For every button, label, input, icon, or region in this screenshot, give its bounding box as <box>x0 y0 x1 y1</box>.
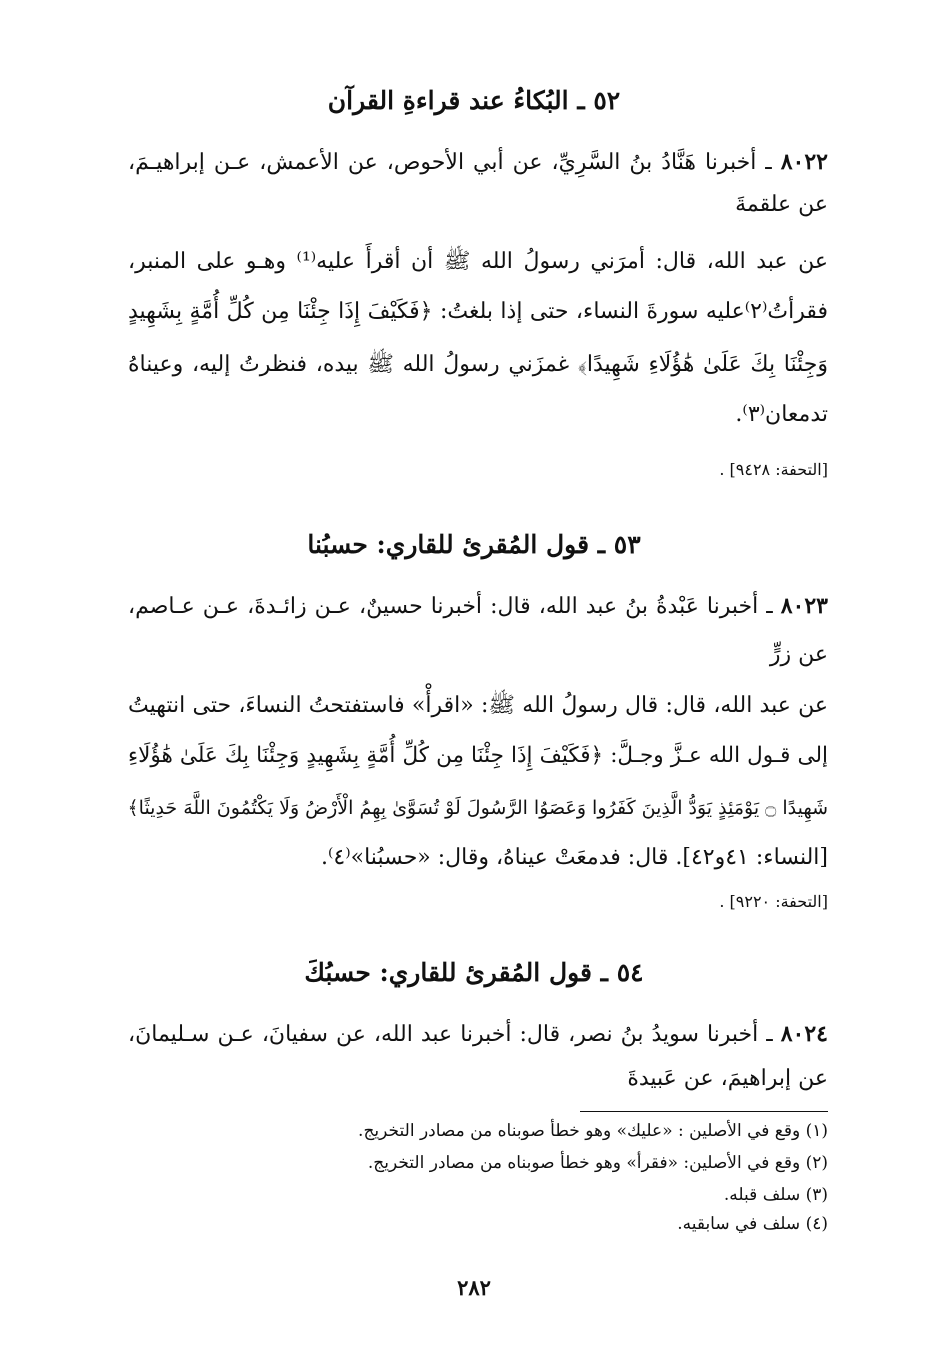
footnote-separator <box>580 1111 828 1112</box>
hadith-8022-body-line-1: عن عبد الله، قال: أمرَني رسولُ الله ﷺ أن أقرأَ عليه⁽¹⁾ وهـو على المنبر، <box>128 249 828 274</box>
hadith-8023-body-line-1: عن عبد الله، قال: قال رسولُ الله ﷺ: «اقرأْ» فاستفتحتُ النساءَ، حتى انتهيتُ <box>128 693 828 718</box>
tuhfa-reference: [التحفة: ٩٤٢٨] . <box>719 460 828 479</box>
hadith-number: ٨٠٢٤ <box>780 1021 828 1047</box>
hadith-8023-body-line-3: شَهِيدًا ۝ يَوْمَئِذٍ يَوَدُّ الَّذِينَ كَفَرُوا وَعَصَوُا الرَّسُولَ لَوْ تُسَوَّىٰ بِهِمُ الْأَرْضُ وَلَا يَكْتُمُونَ اللَّهَ حَدِيثًا﴾ <box>127 797 828 819</box>
hadith-number: ٨٠٢٢ <box>780 149 828 175</box>
page-number: ٢٨٢ <box>457 1275 491 1300</box>
hadith-8023-isnad-line-1: ٨٠٢٣ ـ أخبرنا عَبْدةُ بنُ عبد الله، قال: أخبرنا حسينٌ، عـن زائـدةَ، عـن عـاصم، <box>128 593 828 619</box>
footnote-3: (٣) سلف قبله. <box>723 1185 828 1205</box>
hadith-number: ٨٠٢٣ <box>780 593 828 619</box>
hadith-8023-isnad-line-2: عن زرٍّ <box>769 642 828 667</box>
footnote-1: (١) وقع في الأصلين : «عليك» وهو خطأ صوبناه من مصادر التخريج. <box>358 1121 828 1141</box>
hadith-8024-isnad-line-2: عن إبراهيمَ، عن عَبيدةَ <box>627 1066 828 1091</box>
footnote-4: (٤) سلف في سابقيه. <box>677 1214 828 1234</box>
hadith-8023-body-line-4: [النساء: ٤١و٤٢]. قال: فدمعَتْ عيناهُ، وقال: «حسبُنا»⁽٤⁾. <box>321 845 828 870</box>
section-heading-52: ٥٢ ـ البُكاءُ عند قراءةِ القرآن <box>327 86 621 115</box>
hadith-8024-isnad-line-1: ٨٠٢٤ ـ أخبرنا سويدُ بنُ نصر، قال: أخبرنا عبد الله، عن سفيانَ، عـن سـليمانَ، <box>128 1021 828 1047</box>
hadith-8022-body-line-3: وَجِئْنَا بِكَ عَلَىٰ هَٰؤُلَاءِ شَهِيدًا﴾ غمزَني رسولُ الله ﷺ بيده، فنظرتُ إليه، وعيناهُ <box>128 352 828 377</box>
section-heading-53: ٥٣ ـ قول المُقرئ للقاري: حسبُنا <box>307 530 641 559</box>
tuhfa-reference: [التحفة: ٩٢٢٠] . <box>719 892 828 911</box>
hadith-8022-isnad-line-2: عن علقمةَ <box>735 192 828 217</box>
hadith-8022-body-line-4: تدمعان⁽٣⁾. <box>735 402 828 427</box>
section-heading-54: ٥٤ ـ قول المُقرئ للقاري: حسبُكَ <box>304 958 644 987</box>
hadith-8022-body-line-2: فقرأتُ⁽٢⁾عليه سورةَ النساء، حتى إذا بلغتُ: ﴿فَكَيْفَ إِذَا جِئْنَا مِن كُلِّ أُمَّةٍ بِشَهِيدٍ <box>128 299 828 324</box>
hadith-8022-isnad-line-1: ٨٠٢٢ ـ أخبرنا هَنَّادُ بنُ السَّرِيِّ، عن أبي الأحوص، عن الأعمش، عـن إبراهيـمَ، <box>128 149 828 175</box>
hadith-8023-body-line-2: إلى قـول الله عـزَّ وجـلَّ: ﴿فَكَيْفَ إِذَا جِئْنَا مِن كُلِّ أُمَّةٍ بِشَهِيدٍ وَجِئْنَا بِكَ عَلَىٰ هَٰؤُلَاءِ <box>128 743 828 768</box>
footnote-2: (٢) وقع في الأصلين: «فقرأ» وهو خطأ صوبناه من مصادر التخريج. <box>367 1153 828 1173</box>
